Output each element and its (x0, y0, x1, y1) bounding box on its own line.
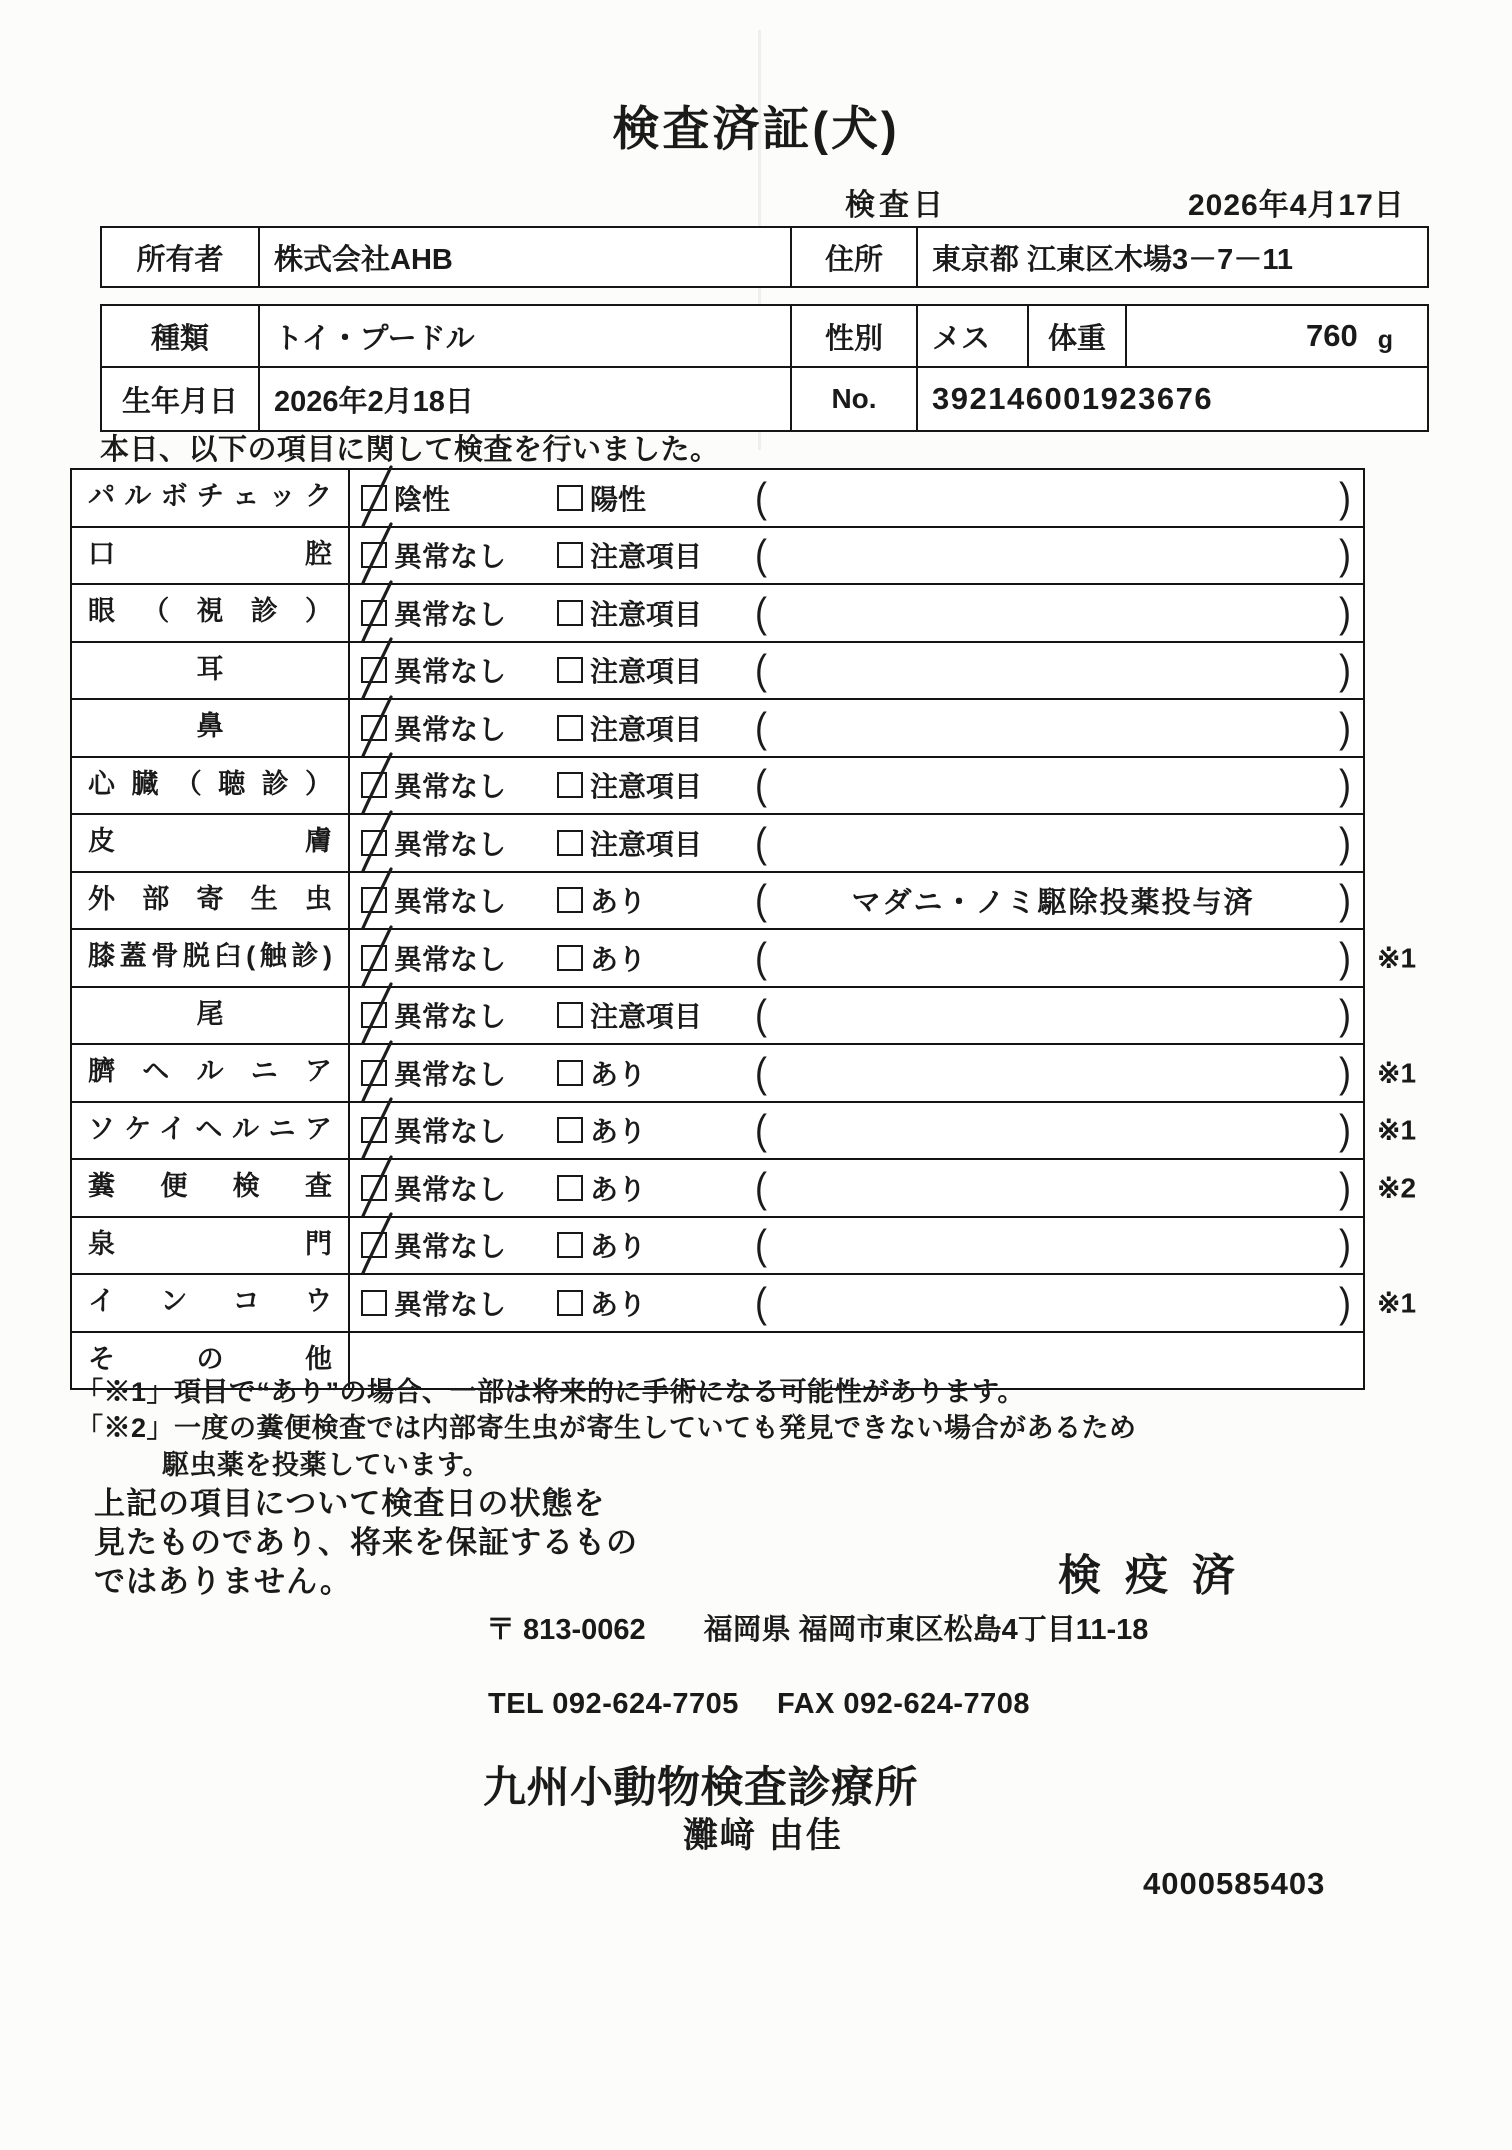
exam-item-name: その他 (72, 1333, 350, 1389)
handwritten-check-mark (356, 636, 396, 702)
exam-option-1-label: 異常なし (394, 886, 507, 918)
exam-option-2 (557, 1053, 755, 1093)
exam-option-2-label: あり (590, 886, 647, 918)
exam-option-2-label: あり (590, 943, 647, 975)
pet-table (100, 304, 1429, 432)
checkbox-option-1[interactable] (361, 1002, 387, 1028)
finding-field (755, 703, 1363, 751)
checkbox-option-1[interactable] (361, 715, 387, 741)
handwritten-check-mark (356, 464, 396, 530)
exam-option-1 (361, 1225, 557, 1265)
checkbox-option-2[interactable] (557, 1060, 583, 1086)
exam-option-1 (361, 535, 557, 575)
exam-option-2 (557, 880, 755, 920)
exam-option-2 (557, 1168, 755, 1208)
exam-row (72, 756, 1363, 814)
exam-option-2 (557, 593, 755, 633)
exam-option-1 (361, 1053, 557, 1093)
paren-open: ( (755, 1221, 767, 1269)
checkbox-option-1[interactable] (361, 1175, 387, 1201)
checkbox-option-2[interactable] (557, 887, 583, 913)
exam-row-body (350, 528, 1363, 584)
exam-item-name: 尾 (72, 988, 350, 1044)
disclaimer-text (94, 1484, 638, 1601)
exam-option-1-label: 異常なし (394, 1058, 507, 1090)
paren-open: ( (755, 991, 767, 1039)
no-label: No. (792, 368, 918, 430)
inspection-date-label: 検査日 (845, 189, 947, 222)
disclaimer-line-3: ではありません。 (94, 1564, 352, 1599)
pet-table-row-1 (102, 306, 1427, 368)
handwritten-check-mark (356, 579, 396, 645)
checkbox-option-2[interactable] (557, 485, 583, 511)
exam-option-2-label: 注意項目 (590, 541, 703, 573)
exam-row (72, 1158, 1417, 1216)
checkbox-option-1[interactable] (361, 772, 387, 798)
finding-field (755, 933, 1363, 981)
exam-option-1-label: 異常なし (394, 541, 507, 573)
paren-close: ) (1339, 531, 1351, 579)
paren-open: ( (755, 531, 767, 579)
owner-label: 所有者 (102, 228, 260, 286)
exam-option-1-label: 異常なし (394, 1116, 507, 1148)
checkbox-option-1[interactable] (361, 945, 387, 971)
exam-item-name: 膝蓋骨脱臼(触診) (72, 930, 350, 986)
footnote-2-continued: 駆虫薬を投薬しています。 (162, 1450, 490, 1480)
exam-option-2-label: あり (590, 1288, 647, 1320)
footnote-2: 「※2」一度の糞便検査では内部寄生虫が寄生していても発見できない場合があるため (76, 1413, 1137, 1443)
paren-open: ( (755, 1163, 767, 1211)
clinic-tel-fax: TEL 092-624-7705 FAX 092-624-7708 (488, 1688, 1031, 1720)
exam-option-2-label: 注意項目 (590, 713, 703, 745)
exam-row (72, 813, 1363, 871)
exam-item-name: 泉門 (72, 1218, 350, 1274)
finding-field (755, 1106, 1363, 1154)
clinic-postal-address: 〒 813-0062 福岡県 福岡市東区松島4丁目11-18 (486, 1614, 1149, 1646)
paren-open: ( (755, 761, 767, 809)
checkbox-option-2[interactable] (557, 830, 583, 856)
exam-option-2-label: あり (590, 1173, 647, 1205)
exam-table (70, 468, 1417, 1390)
handwritten-check-mark (356, 924, 396, 990)
no-value: 392146001923676 (932, 381, 1214, 416)
finding-field (755, 818, 1363, 866)
breed-label: 種類 (102, 306, 260, 368)
exam-row-body (350, 1218, 1363, 1274)
paren-open: ( (755, 1106, 767, 1154)
exam-row (72, 583, 1363, 641)
checkbox-option-2[interactable] (557, 657, 583, 683)
paren-close: ) (1339, 1163, 1351, 1211)
checkbox-option-1[interactable] (361, 1117, 387, 1143)
exam-option-1-label: 異常なし (394, 943, 507, 975)
exam-option-2 (557, 1225, 755, 1265)
sex-value: メス (918, 306, 1029, 368)
exam-item-name: 臍ヘルニア (72, 1045, 350, 1101)
exam-row-body (350, 1160, 1363, 1216)
exam-item-name: 外部寄生虫 (72, 873, 350, 929)
exam-option-2 (557, 765, 755, 805)
paren-close: ) (1339, 876, 1351, 924)
footnote-1: 「※1」項目で“あり”の場合、一部は将来的に手術になる可能性があります。 (76, 1377, 1025, 1407)
exam-row-body (350, 700, 1363, 756)
exam-item-name: パルボチェック (72, 470, 350, 526)
handwritten-check-mark (356, 1154, 396, 1220)
paren-open: ( (755, 1048, 767, 1096)
paren-open: ( (755, 933, 767, 981)
paren-open: ( (755, 473, 767, 521)
checkbox-option-2[interactable] (557, 542, 583, 568)
exam-option-2-label: 注意項目 (590, 656, 703, 688)
paren-close: ) (1339, 1278, 1351, 1326)
exam-row-body (350, 1045, 1363, 1101)
pet-table-row-2 (102, 368, 1427, 430)
weight-label: 体重 (1029, 306, 1127, 368)
finding-field (755, 531, 1363, 579)
exam-option-2-label: 注意項目 (590, 828, 703, 860)
exam-option-2 (557, 708, 755, 748)
paren-open: ( (755, 588, 767, 636)
exam-option-1 (361, 1110, 557, 1150)
checkbox-option-1[interactable] (361, 887, 387, 913)
checkbox-option-2[interactable] (557, 1290, 583, 1316)
checkbox-option-1[interactable] (361, 1060, 387, 1086)
paren-close: ) (1339, 646, 1351, 694)
paren-open: ( (755, 703, 767, 751)
finding-field (755, 1163, 1363, 1211)
document-number: 4000585403 (1143, 1866, 1326, 1901)
exam-option-2-label: あり (590, 1231, 647, 1263)
exam-option-2 (557, 650, 755, 690)
checkbox-option-2[interactable] (557, 600, 583, 626)
paren-close: ) (1339, 1106, 1351, 1154)
exam-option-1 (361, 880, 557, 920)
exam-item-name: ソケイヘルニア (72, 1103, 350, 1159)
exam-option-1-label: 異常なし (394, 656, 507, 688)
owner-value: 株式会社AHB (260, 228, 792, 286)
exam-row (72, 698, 1363, 756)
exam-row-body (350, 988, 1363, 1044)
exam-item-name: 鼻 (72, 700, 350, 756)
finding-field (755, 991, 1363, 1039)
exam-option-1 (361, 995, 557, 1035)
finding-field (755, 646, 1363, 694)
exam-option-1-label: 陰性 (394, 483, 451, 515)
finding-field (755, 761, 1363, 809)
inspection-date-value: 2026年4月17日 (1188, 189, 1405, 222)
exam-option-1 (361, 650, 557, 690)
breed-value: トイ・プードル (260, 306, 792, 368)
weight-value-cell (1127, 306, 1427, 368)
reference-mark: ※1 (1377, 1057, 1417, 1089)
paren-close: ) (1339, 473, 1351, 521)
examiner-name: 灘﨑 由佳 (683, 1816, 843, 1855)
exam-option-1 (361, 593, 557, 633)
finding-value: マダニ・ノミ駆除投薬投与済 (851, 886, 1255, 919)
exam-option-1 (361, 938, 557, 978)
finding-field (755, 1278, 1363, 1326)
checkbox-option-1[interactable] (361, 600, 387, 626)
exam-item-name: 眼（視診） (72, 585, 350, 641)
exam-row (72, 1273, 1417, 1331)
paren-open: ( (755, 876, 767, 924)
paren-close: ) (1339, 933, 1351, 981)
exam-option-1-label: 異常なし (394, 828, 507, 860)
exam-row (72, 1043, 1417, 1101)
exam-option-2 (557, 1110, 755, 1150)
exam-option-2-label: あり (590, 1058, 647, 1090)
disclaimer-line-1: 上記の項目について検査日の状態を (94, 1486, 606, 1521)
handwritten-check-mark (356, 866, 396, 932)
exam-item-name: 皮膚 (72, 815, 350, 871)
disclaimer-line-2: 見たものであり、将来を保証するもの (94, 1525, 638, 1560)
exam-option-1 (361, 478, 557, 518)
exam-option-1-label: 異常なし (394, 771, 507, 803)
handwritten-check-mark (356, 1096, 396, 1162)
exam-option-1-label: 異常なし (394, 1288, 507, 1320)
exam-item-name: 口腔 (72, 528, 350, 584)
handwritten-check-mark (356, 981, 396, 1047)
page-title: 検査済証(犬) (612, 102, 900, 155)
exam-row-body (350, 930, 1363, 986)
paren-open: ( (755, 1278, 767, 1326)
finding-field (755, 1048, 1363, 1096)
finding-field (755, 1221, 1363, 1269)
reference-mark: ※2 (1377, 1172, 1417, 1204)
checkbox-option-2[interactable] (557, 772, 583, 798)
exam-option-1 (361, 1283, 557, 1323)
exam-row-body (350, 873, 1363, 929)
finding-field (755, 876, 1363, 924)
checkbox-option-2[interactable] (557, 1232, 583, 1258)
weight-unit: g (1377, 325, 1393, 354)
handwritten-check-mark (356, 751, 396, 817)
exam-item-name: 耳 (72, 643, 350, 699)
exam-row-body (350, 470, 1363, 526)
checkbox-option-1[interactable] (361, 830, 387, 856)
exam-row-body (350, 758, 1363, 814)
exam-option-1 (361, 765, 557, 805)
reference-mark: ※1 (1377, 1114, 1417, 1146)
birth-label: 生年月日 (102, 368, 260, 430)
exam-row-body (350, 643, 1363, 699)
finding-field (755, 588, 1363, 636)
handwritten-check-mark (356, 1211, 396, 1277)
exam-option-1 (361, 1168, 557, 1208)
weight-value: 760 (1305, 318, 1358, 353)
exam-option-2 (557, 1283, 755, 1323)
reference-mark: ※1 (1377, 1287, 1417, 1319)
checkbox-option-1[interactable] (361, 1290, 387, 1316)
handwritten-check-mark (356, 809, 396, 875)
checkbox-option-2[interactable] (557, 1117, 583, 1143)
exam-row (72, 526, 1363, 584)
paren-close: ) (1339, 1048, 1351, 1096)
exam-option-2 (557, 938, 755, 978)
reference-mark: ※1 (1377, 942, 1417, 974)
exam-option-2 (557, 995, 755, 1035)
paren-close: ) (1339, 703, 1351, 751)
handwritten-check-mark (356, 1039, 396, 1105)
exam-item-name: 心臓（聴診） (72, 758, 350, 814)
address-label: 住所 (792, 228, 918, 286)
exam-row-body (350, 585, 1363, 641)
address-value: 東京都 江東区木場3－7－11 (932, 243, 1293, 276)
exam-option-1-label: 異常なし (394, 713, 507, 745)
exam-option-1-label: 異常なし (394, 1173, 507, 1205)
exam-option-2-label: 注意項目 (590, 1001, 703, 1033)
exam-option-2 (557, 535, 755, 575)
quarantine-stamp: 検 疫 済 (1058, 1552, 1241, 1600)
paren-close: ) (1339, 588, 1351, 636)
exam-item-name: 糞便検査 (72, 1160, 350, 1216)
exam-row (72, 871, 1363, 929)
clinic-name: 九州小動物検査診療所 (483, 1764, 918, 1812)
paren-close: ) (1339, 818, 1351, 866)
exam-option-2-label: あり (590, 1116, 647, 1148)
exam-option-1-label: 異常なし (394, 1231, 507, 1263)
sex-label: 性別 (792, 306, 918, 368)
exam-row-body (350, 815, 1363, 871)
paren-open: ( (755, 646, 767, 694)
exam-option-2-label: 陽性 (590, 483, 647, 515)
exam-option-1 (361, 823, 557, 863)
paren-close: ) (1339, 991, 1351, 1039)
intro-text: 本日、以下の項目に関して検査を行いました。 (100, 434, 720, 466)
checkbox-option-1[interactable] (361, 542, 387, 568)
exam-option-2 (557, 823, 755, 863)
exam-item-name: インコウ (72, 1275, 350, 1331)
handwritten-check-mark (356, 521, 396, 587)
exam-option-1-label: 異常なし (394, 598, 507, 630)
exam-row (72, 1101, 1417, 1159)
exam-option-2-label: 注意項目 (590, 771, 703, 803)
exam-row (72, 470, 1363, 526)
checkbox-option-2[interactable] (557, 715, 583, 741)
paren-close: ) (1339, 1221, 1351, 1269)
checkbox-option-2[interactable] (557, 1175, 583, 1201)
exam-row (72, 986, 1363, 1044)
handwritten-check-mark (356, 694, 396, 760)
paren-close: ) (1339, 761, 1351, 809)
checkbox-option-2[interactable] (557, 1002, 583, 1028)
exam-row (72, 641, 1363, 699)
exam-row-body (350, 1275, 1363, 1331)
exam-option-1-label: 異常なし (394, 1001, 507, 1033)
checkbox-option-1[interactable] (361, 657, 387, 683)
finding-field (755, 473, 1363, 521)
exam-option-2 (557, 478, 755, 518)
exam-row (72, 1216, 1363, 1274)
paren-open: ( (755, 818, 767, 866)
owner-table (100, 226, 1429, 288)
exam-option-2-label: 注意項目 (590, 598, 703, 630)
checkbox-option-1[interactable] (361, 485, 387, 511)
checkbox-option-2[interactable] (557, 945, 583, 971)
exam-option-1 (361, 708, 557, 748)
exam-row (72, 928, 1417, 986)
birth-value: 2026年2月18日 (260, 368, 792, 430)
checkbox-option-1[interactable] (361, 1232, 387, 1258)
exam-row-body (350, 1103, 1363, 1159)
